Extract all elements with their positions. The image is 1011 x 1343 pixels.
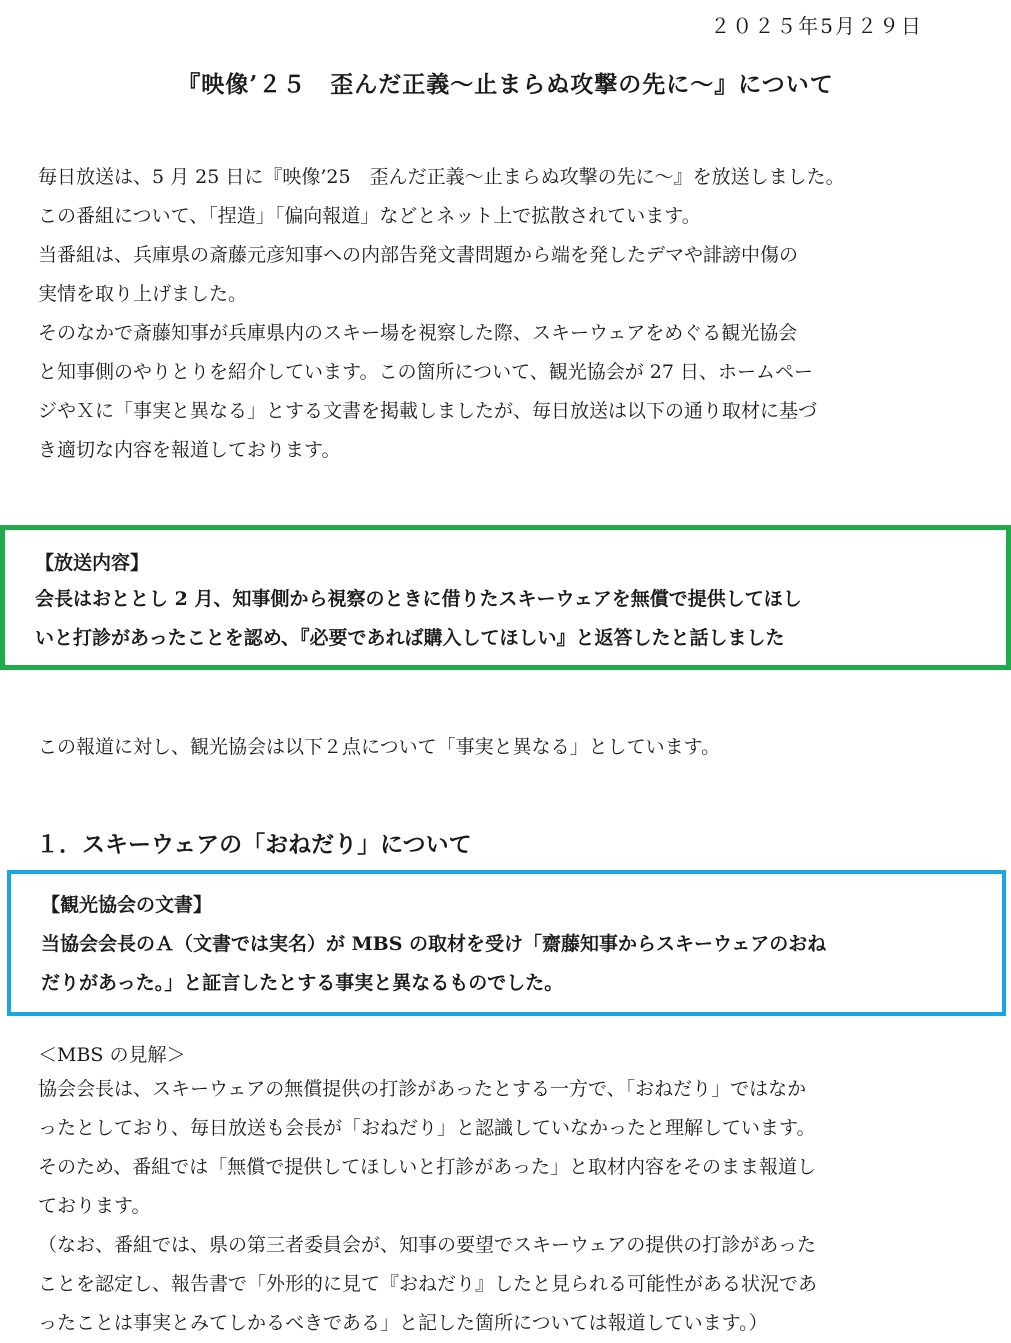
intro-line: ジやＸに「事実と異なる」とする文書を掲載しましたが、毎日放送は以下の通り取材に基づ [38,400,818,422]
intro-line: き適切な内容を報道しております。 [38,439,341,461]
view-line: （なお、番組では、県の第三者委員会が、知事の要望でスキーウェアの提供の打診があった [38,1234,817,1256]
view-line: そのため、番組では「無償で提供してほしいと打診があった」と取材内容をそのまま報道し [38,1156,817,1178]
intro-paragraph [38,158,978,470]
document-date: ２０２５年5月２９日 [710,14,923,38]
broadcast-line: いと打診があったことを認め、『必要であれば購入してほしい』と返答したと話しました [35,627,785,649]
document-title: 『映像’２５ 歪んだ正義〜止まらぬ攻撃の先に〜』について [177,71,834,98]
broadcast-content-box [0,525,1011,670]
association-line: だりがあった。」と証言したとする事実と異なるものでした。 [41,972,564,994]
view-line: ったとしており、毎日放送も会長が「おねだり」と認識していなかったと理解しています。 [38,1117,816,1139]
section-1-title: １．スキーウェアの「おねだり」について [36,831,472,858]
association-document-box [7,870,1006,1016]
intro-line: そのなかで斎藤知事が兵庫県内のスキー場を視察した際、スキーウェアをめぐる観光協会 [38,322,798,344]
broadcast-content-text [35,580,802,658]
statement-paragraph [38,728,978,767]
intro-line: 実情を取り上げました。 [38,283,248,305]
broadcast-content-heading: 【放送内容】 [35,552,150,574]
association-line: 当協会会長のＡ（文書では実名）が MBS の取材を受け「齋藤知事からスキーウェアのおね [41,933,827,955]
view-line: ております。 [38,1195,151,1217]
broadcast-line: 会長はおととし 2 月、知事側から視察のときに借りたスキーウェアを無償で提供してほし [35,588,802,610]
intro-line: 毎日放送は、5 月 25 日に『映像’25 歪んだ正義〜止まらぬ攻撃の先に〜』を放送しました。 [38,166,845,188]
intro-line: と知事側のやりとりを紹介しています。この箇所について、観光協会が 27 日、ホームペー [38,361,813,383]
association-document-heading: 【観光協会の文書】 [41,894,213,916]
mbs-view-paragraph [38,1070,978,1343]
association-document-text [41,925,826,1003]
view-line: 協会会長は、スキーウェアの無償提供の打診があったとする一方で、「おねだり」ではなか [38,1078,807,1100]
mbs-view-heading: ＜MBS の見解＞ [38,1044,186,1066]
intro-line: この番組について、「捏造」「偏向報道」などとネット上で拡散されています。 [38,205,701,227]
view-line: ことを認定し、報告書で「外形的に見て『おねだり』したと見られる可能性がある状況であ [38,1273,818,1295]
intro-line: 当番組は、兵庫県の斎藤元彦知事への内部告発文書問題から端を発したデマや誹謗中傷の [38,244,799,266]
statement-line: この報道に対し、観光協会は以下２点について「事実と異なる」としています。 [38,736,721,758]
view-line: ったことは事実とみてしかるべきである」と記した箇所については報道しています。） [38,1312,768,1334]
